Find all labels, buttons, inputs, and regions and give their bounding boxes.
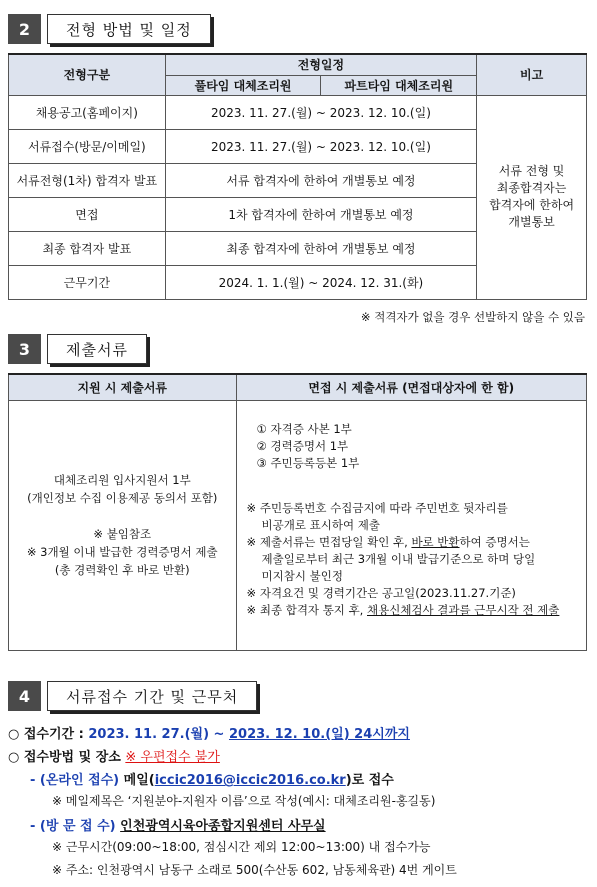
submission-method: ○ 접수방법 및 장소 ※ 우편접수 불가 — [8, 750, 220, 765]
visit-hours: ※ 근무시간(09:00~18:00, 점심시간 제외 12:00~13:00) 내 접수가능 — [52, 840, 431, 854]
stage-cell: 서류접수(방문/이메일) — [9, 129, 166, 163]
schedule-table — [8, 53, 587, 300]
note-cell — [477, 95, 587, 299]
section-number: 4 — [8, 681, 41, 711]
stage-cell: 서류전형(1차) 합격자 발표 — [9, 163, 166, 197]
note-line: 개별통보 — [508, 215, 555, 229]
note-line: ※ 제출서류는 면접당일 확인 후, 바로 반환하여 증명서는 — [246, 534, 530, 549]
visit-address: ※ 주소: 인천광역시 남동구 소래로 500(수산동 602, 남동체육관) 4번 게이트 — [52, 863, 457, 877]
note-line: 제출일로부터 최근 3개월 이내 발급기준으로 하며 당일 — [261, 551, 536, 566]
stage-cell: 면접 — [9, 197, 166, 231]
section-number: 2 — [8, 14, 41, 44]
section-title: 전형 방법 및 일정 — [47, 14, 211, 44]
section-4-header — [8, 681, 257, 711]
schedule-cell: 2024. 1. 1.(월) ~ 2024. 12. 31.(화) — [165, 265, 476, 299]
note-line: 최종합격자는 — [496, 181, 567, 195]
col-header-stage: 전형구분 — [9, 54, 166, 95]
apply-line: 대체조리원 입사지원서 1부 — [53, 473, 191, 487]
stage-cell: 최종 합격자 발표 — [9, 231, 166, 265]
note-line: 합격자에 한하여 — [489, 198, 575, 212]
apply-line: (개인정보 수집 이용제공 동의서 포함) — [27, 491, 218, 505]
schedule-cell: 2023. 11. 27.(월) ~ 2023. 12. 10.(일) — [165, 95, 476, 129]
note-line: ※ 최종 합격자 통지 후, 채용신체검사 결과를 근무시작 전 제출 — [246, 602, 560, 617]
stage-cell: 채용공고(홈페이지) — [9, 95, 166, 129]
stage-cell: 근무기간 — [9, 265, 166, 299]
interview-docs-cell — [236, 400, 586, 650]
section-number: 3 — [8, 334, 41, 364]
apply-note: ※ 3개월 이내 발급한 경력증명서 제출 — [26, 545, 218, 559]
apply-note: (총 경력확인 후 바로 반환) — [54, 563, 190, 577]
note-line: ※ 자격요건 및 경력기간은 공고일(2023.11.27.기준) — [246, 585, 516, 600]
submission-period: ○ 접수기간 : 2023. 11. 27.(월) ~ 2023. 12. 10.(일) 24시까지 — [8, 727, 410, 742]
apply-docs-cell — [9, 400, 237, 650]
online-note: ※ 메일제목은 ‘지원분야-지원자 이름’으로 작성(예시: 대체조리원-홍길동) — [52, 794, 436, 808]
email-link[interactable]: iccic2016@iccic2016.co.kr — [154, 773, 346, 788]
note-line: 서류 전형 및 — [498, 164, 565, 178]
visit-submission: - (방 문 접 수) 인천광역시육아종합지원센터 사무실 — [30, 819, 326, 834]
col-header-interview: 면접 시 제출서류 (면접대상자에 한 함) — [236, 374, 586, 400]
note-line: ※ 주민등록번호 수집금지에 따라 주민번호 뒷자리를 — [246, 500, 508, 515]
schedule-cell: 1차 합격자에 한하여 개별통보 예정 — [165, 197, 476, 231]
section-title: 서류접수 기간 및 근무처 — [47, 681, 257, 711]
schedule-cell: 최종 합격자에 한하여 개별통보 예정 — [165, 231, 476, 265]
footnote: ※ 적격자가 없을 경우 선발하지 않을 수 있음 — [360, 310, 585, 324]
col-header-parttime: 파트타임 대체조리원 — [321, 75, 477, 95]
col-header-fulltime: 풀타임 대체조리원 — [165, 75, 321, 95]
col-header-schedule: 전형일정 — [165, 54, 476, 75]
section-2-header — [8, 14, 211, 44]
col-header-apply: 지원 시 제출서류 — [9, 374, 237, 400]
apply-note: ※ 붙임참조 — [93, 527, 152, 541]
note-line: 비공개로 표시하여 제출 — [261, 517, 380, 532]
section-3-header — [8, 334, 147, 364]
col-header-note: 비고 — [477, 54, 587, 95]
schedule-cell: 서류 합격자에 한하여 개별통보 예정 — [165, 163, 476, 197]
online-submission: - (온라인 접수) 메일(iccic2016@iccic2016.co.kr)로 접수 — [30, 773, 394, 788]
section-title: 제출서류 — [47, 334, 147, 364]
interview-item: ③ 주민등록등본 1부 — [256, 455, 360, 470]
interview-item: ① 자격증 사본 1부 — [256, 421, 352, 436]
interview-item: ② 경력증명서 1부 — [256, 438, 349, 453]
note-line: 미지참시 불인정 — [261, 568, 343, 583]
documents-table — [8, 373, 587, 651]
schedule-cell: 2023. 11. 27.(월) ~ 2023. 12. 10.(일) — [165, 129, 476, 163]
